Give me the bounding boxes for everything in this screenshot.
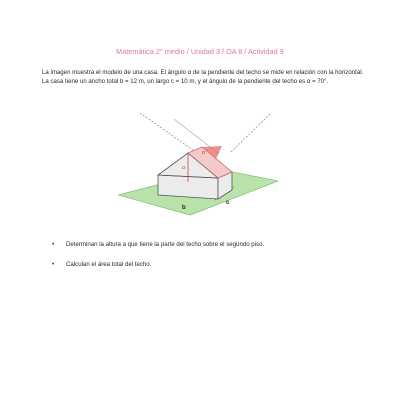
problem-statement: La imagen muestra el modelo de una casa. El ángulo α de la pendiente del techo se mide en relación con la horizontal. La casa tiene un ancho total b = 12 m, un largo c = 10 m, y el ángulo de la pendiente del techo es α = 70°.	[42, 69, 364, 86]
bullet-icon: •	[52, 241, 55, 248]
label-b: b	[182, 205, 186, 211]
task-list	[48, 241, 368, 281]
task-text: Determinan la altura a que tiene la parte del techo sobre el segundo piso.	[66, 241, 265, 248]
bullet-icon: •	[52, 261, 55, 268]
task-text: Calculan el área total del techo.	[66, 261, 152, 268]
page-title: Matemática 2° medio / Unidad 3 / OA 8 / Actividad 9	[116, 47, 284, 56]
guide-line-right	[230, 114, 270, 153]
task-item	[48, 241, 368, 248]
label-a: a	[182, 165, 185, 171]
house-figure	[118, 109, 278, 221]
label-c: c	[226, 200, 230, 206]
label-alpha: α	[202, 150, 206, 156]
task-item	[48, 261, 368, 268]
